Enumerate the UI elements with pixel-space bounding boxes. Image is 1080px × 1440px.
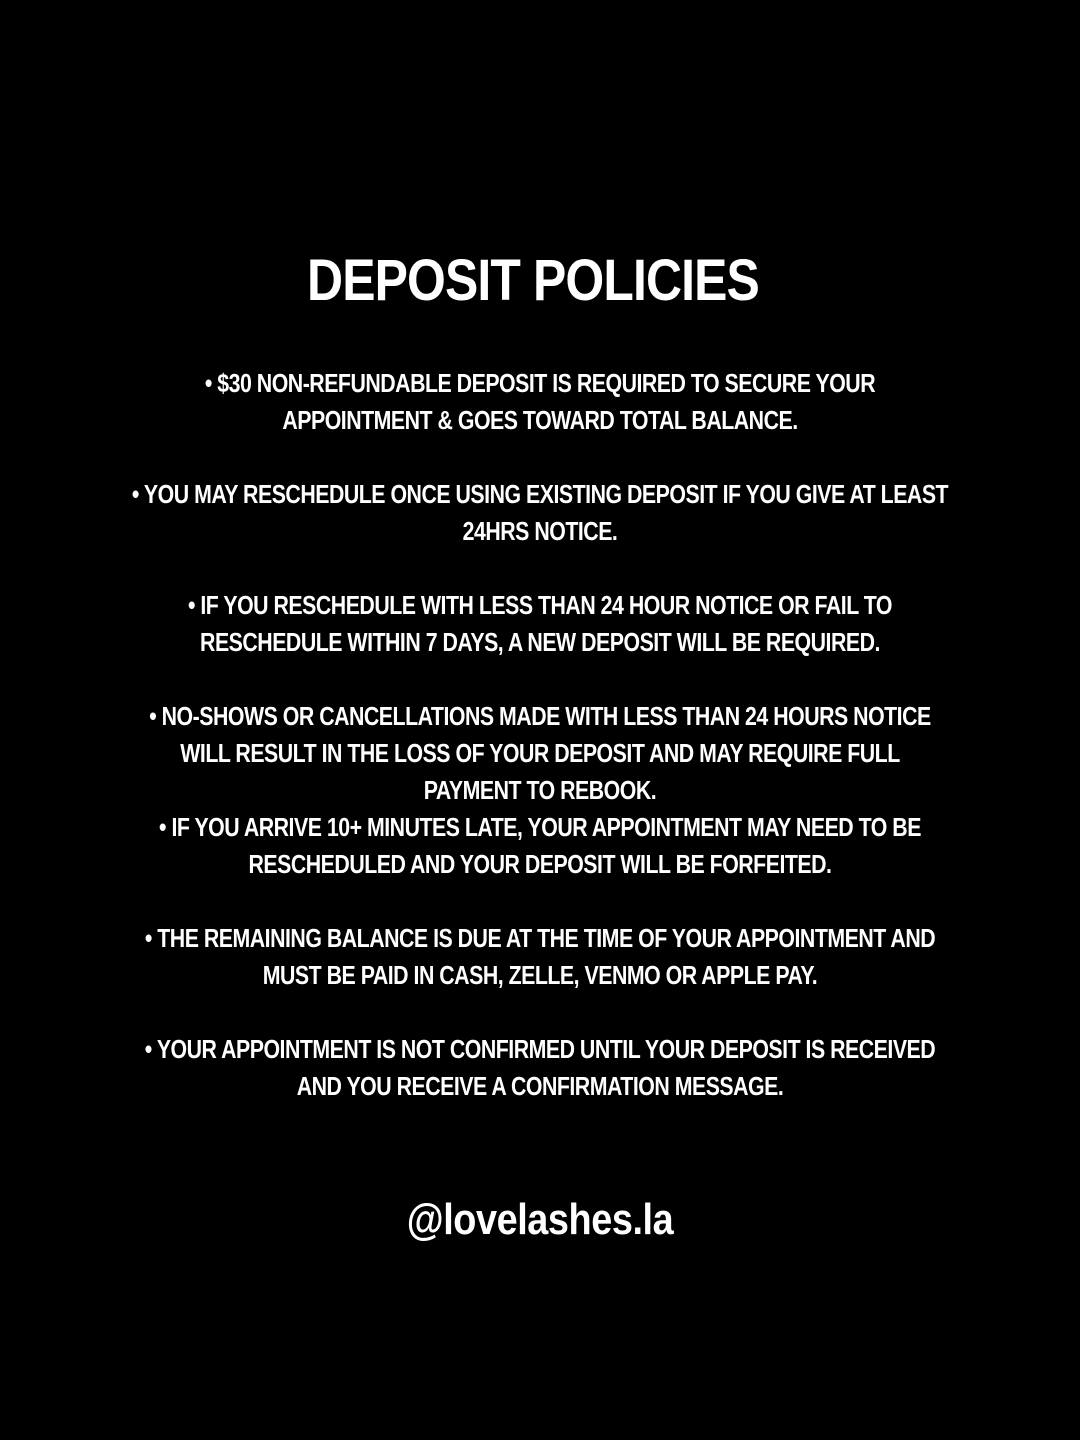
policy-item-remaining-balance bbox=[0, 920, 1080, 994]
policy-item-confirmation bbox=[0, 1031, 1080, 1105]
page-title: DEPOSIT POLICIES bbox=[307, 247, 759, 313]
policy-text: • $30 NON-REFUNDABLE DEPOSIT IS REQUIRED TO SECURE YOUR APPOINTMENT & GOES TOWARD TOTAL BALANCE. bbox=[204, 368, 876, 435]
policy-text: • YOU MAY RESCHEDULE ONCE USING EXISTING DEPOSIT IF YOU GIVE AT LEAST 24HRS NOTICE. bbox=[131, 479, 949, 546]
policy-text: • YOUR APPOINTMENT IS NOT CONFIRMED UNTIL YOUR DEPOSIT IS RECEIVED AND YOU RECEIVE A CONFIRMATION MESSAGE. bbox=[144, 1034, 936, 1101]
policy-text: • NO-SHOWS OR CANCELLATIONS MADE WITH LESS THAN 24 HOURS NOTICE WILL RESULT IN THE LOSS OF YOUR DEPOSIT AND MAY REQUIRE FULL PAYMENT TO REBOOK. bbox=[149, 701, 931, 805]
policy-text: • IF YOU RESCHEDULE WITH LESS THAN 24 HOUR NOTICE OR FAIL TO RESCHEDULE WITHIN 7 DAYS, A NEW DEPOSIT WILL BE REQUIRED. bbox=[187, 590, 893, 657]
policy-text: • THE REMAINING BALANCE IS DUE AT THE TIME OF YOUR APPOINTMENT AND MUST BE PAID IN CASH, ZELLE, VENMO OR APPLE PAY. bbox=[144, 923, 936, 990]
policy-item-late-arrival bbox=[0, 809, 1080, 883]
policy-item-reschedule-once bbox=[0, 476, 1080, 550]
policy-item-late-reschedule bbox=[0, 587, 1080, 661]
policy-item-no-shows bbox=[0, 698, 1080, 805]
policy-list bbox=[0, 365, 1080, 1142]
instagram-handle: @lovelashes.la bbox=[406, 1195, 674, 1244]
policy-item-deposit-required bbox=[0, 365, 1080, 439]
policy-text: • IF YOU ARRIVE 10+ MINUTES LATE, YOUR APPOINTMENT MAY NEED TO BE RESCHEDULED AND YOUR DEPOSIT WILL BE FORFEITED. bbox=[159, 812, 921, 879]
